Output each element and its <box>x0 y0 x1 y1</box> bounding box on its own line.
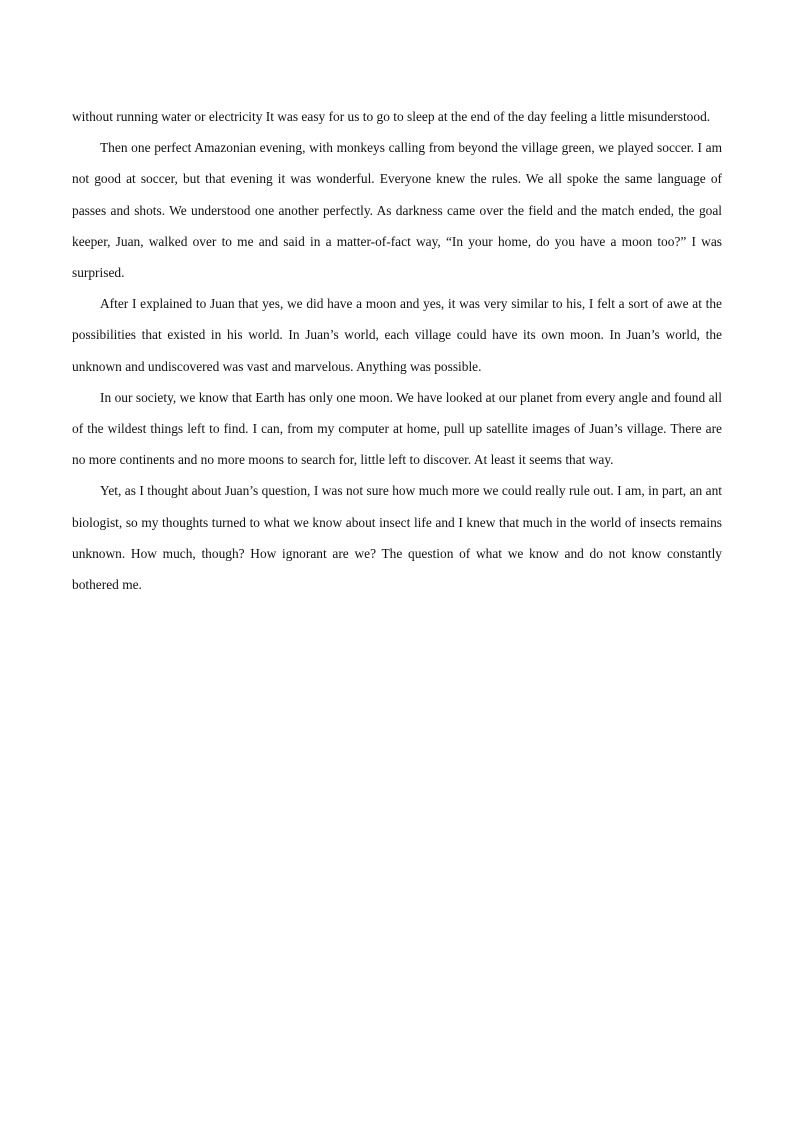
paragraph-5: Yet, as I thought about Juan’s question, I was not sure how much more we could really rule out. I am, in part, an ant biologist, so my thoughts turned to what we know about insect life and I knew that much in the world of insects remains unknown. How much, though? How ignorant are we? The question of what we know and do not know constantly bothered me. <box>72 483 722 593</box>
paragraph-1: without running water or electricity It was easy for us to go to sleep at the end of the day feeling a little misunderstood. <box>72 109 711 124</box>
document-page <box>72 101 722 600</box>
paragraph-3: After I explained to Juan that yes, we did have a moon and yes, it was very similar to his, I felt a sort of awe at the possibilities that existed in his world. In Juan’s world, each village could have its own moon. In Juan’s world, the unknown and undiscovered was vast and marvelous. Anything was possible. <box>72 296 722 374</box>
paragraph-2: Then one perfect Amazonian evening, with monkeys calling from beyond the village green, we played soccer. I am not good at soccer, but that evening it was wonderful. Everyone knew the rules. We all spoke the same language of passes and shots. We understood one another perfectly. As darkness came over the field and the match ended, the goal keeper, Juan, walked over to me and said in a matter-of-fact way, “In your home, do you have a moon too?” I was surprised. <box>72 140 722 281</box>
paragraph-4: In our society, we know that Earth has only one moon. We have looked at our planet from every angle and found all of the wildest things left to find. I can, from my computer at home, pull up satellite images of Juan’s village. There are no more continents and no more moons to search for, little left to discover. At least it seems that way. <box>72 389 722 468</box>
